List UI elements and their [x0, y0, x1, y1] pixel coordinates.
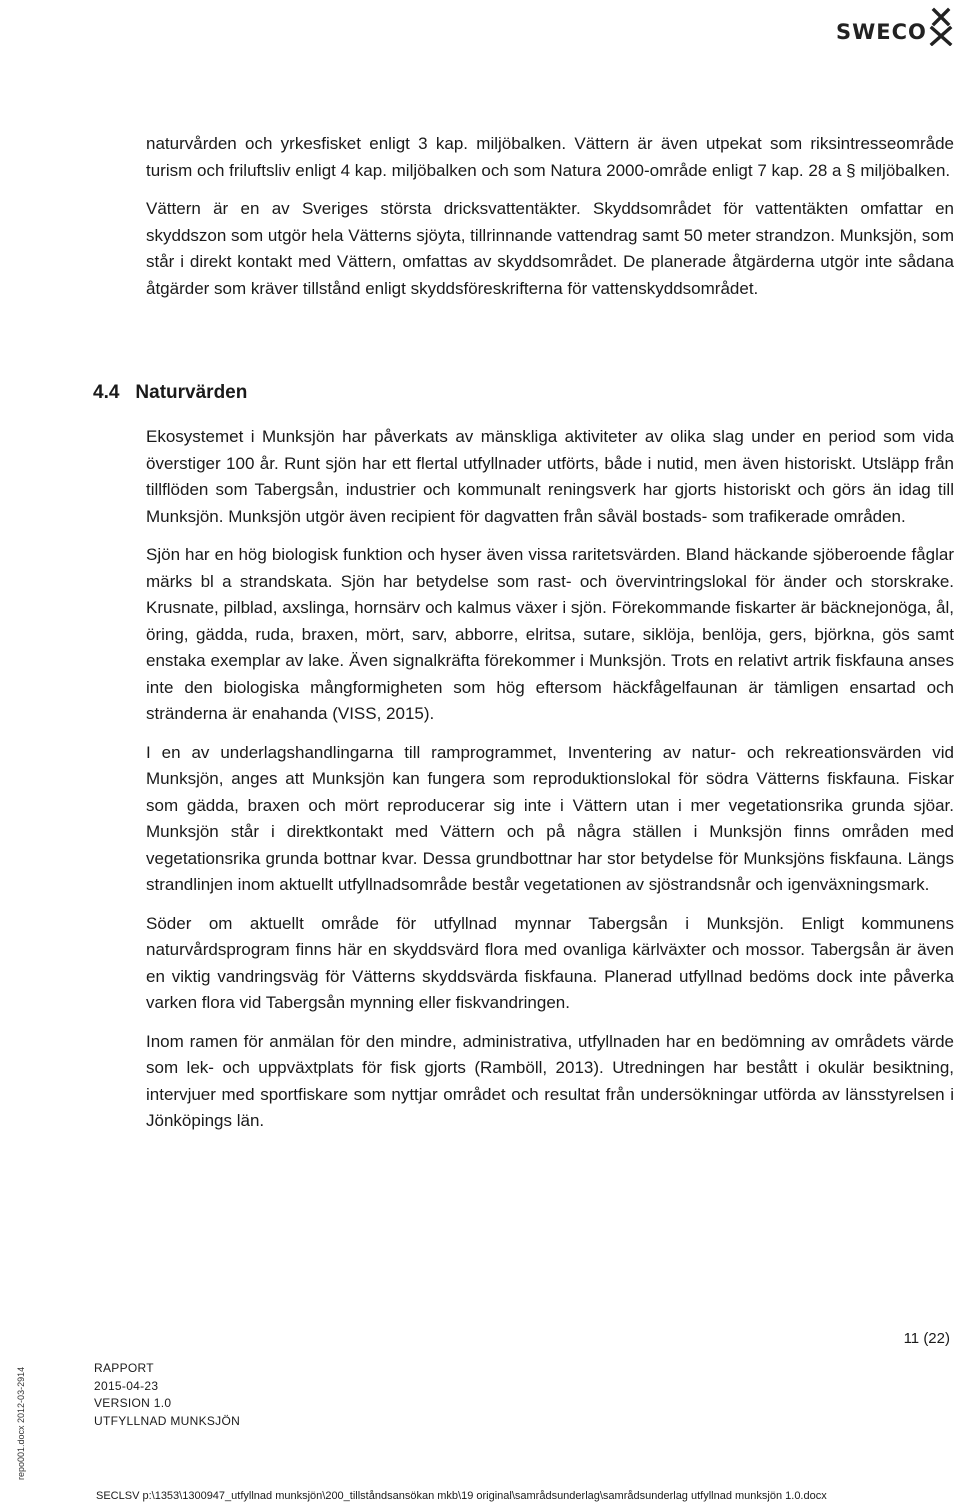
doc-date: 2015-04-23: [94, 1378, 159, 1393]
section-heading: [93, 382, 247, 404]
paragraph: Söder om aktuellt område för utfyllnad mynnar Tabergsån i Munksjön. Enligt kommunens naturvårdsprogram finns här en skyddsvärd flora med ovanliga kärlväxter och mossor. Tabergsån är även en viktig vandringsväg för Vätterns skyddsvärda fiskfauna. Planerad utfyllnad bedöms dock inte påverka varken flora vid Tabergsån mynning eller fiskvandringen.: [146, 913, 954, 1012]
page-number: 11 (22): [903, 1330, 950, 1347]
sweco-star-icon: [926, 6, 956, 46]
paragraph: Sjön har en hög biologisk funktion och hyser även vissa raritetsvärden. Bland häckande sjöberoende fåglar märks bl a strandskata. Sjön har betydelse som rast- och övervintringslokal för änder och storskrake. Krusnate, pilblad, axslinga, hornsärv och kalmus växer i sjön. Förekommande fiskarter är bäcknejonöga, ål, öring, gädda, ruda, braxen, mört, sarv, abborre, elritsa, sutare, siklöja, benlöja, gers, björkna, gös samt enstaka exemplar av lake. Även signalkräfta förekommer i Munksjön. Trots en relativt artrik fiskfauna anses inte den biologiska mångformigheten som hög eftersom häckfågelfaunan är tämligen ensartad och stränderna är enahanda (VISS, 2015).: [146, 545, 954, 723]
paragraph: Vättern är en av Sveriges största dricksvattentäkter. Skyddsområdet för vattentäkten omfattar en skyddszon som utgör hela Vätterns sjöyta, tillrinnande vattendrag samt 50 meter strandzon. Munksjön, som står i direkt kontakt med Vättern, omfattas av skyddsområdet. De planerade åtgärderna utgör inte sådana åtgärder som kräver tillstånd enligt skyddsföreskrifterna för vattenskyddsområdet.: [146, 199, 954, 298]
doc-type: RAPPORT: [94, 1361, 154, 1375]
paragraph: Inom ramen för anmälan för den mindre, administrativa, utfyllnaden har en bedömning av områdets värde som lek- och uppväxtplats för fisk gjorts (Ramböll, 2013). Utredningen har bestått i okulär besiktning, intervjuer med sportfiskare som nyttjar området och resultat från undersökningar utförda av länsstyrelsen i Jönköpings län.: [146, 1031, 954, 1130]
doc-version: VERSION 1.0: [94, 1396, 172, 1410]
logo-text: SWECO: [836, 20, 927, 44]
company-logo: [832, 6, 956, 46]
paragraph: Ekosystemet i Munksjön har påverkats av mänskliga aktiviteter av olika slag under en period som vida överstiger 100 år. Runt sjön har ett flertal utfyllnader utförts, både i nutid, men även historiskt. Utsläpp från tillflöden som Tabergsån, industrier och kommunalt reningsverk har gjorts historiskt och görs än idag till Munksjön. Munksjön utgör även recipient för dagvatten från såväl bostads- som trafikerade områden.: [146, 427, 954, 526]
section-number: 4.4: [93, 382, 120, 403]
template-id: repo001.docx 2012-03-2914: [16, 1366, 26, 1480]
paragraph: naturvården och yrkesfisket enligt 3 kap. miljöbalken. Vättern är även utpekat som riksintresseområde turism och friluftsliv enligt 4 kap. miljöbalken och som Natura 2000-område enligt 7 kap. 28 a § miljöbalken.: [146, 134, 954, 180]
intro-text: [146, 131, 954, 302]
file-path: SECLSV p:\1353\1300947_utfyllnad munksjön\200_tillståndsansökan mkb\19 original\samrådsunderlag\samrådsunderlag utfyllnad munksjön 1.0.docx: [96, 1490, 827, 1502]
paragraph: I en av underlagshandlingarna till ramprogrammet, Inventering av natur- och rekreationsvärden vid Munksjön, anges att Munksjön kan fungera som reproduktionslokal för södra Vätterns fiskfauna. Fiskar som gädda, braxen och mört reproducerar sig inte i Vättern utan i mer vegetationsrika grunda sjöar. Munksjön står i direktkontakt med Vättern och på några ställen i Munksjön finns områden med vegetationsrika grunda bottnar kvar. Dessa grundbottnar har stor betydelse för Munksjöns fiskfauna. Längs strandlinjen inom aktuellt utfyllnadsområde består vegetationen av sjöstrandsnår och igenväxningsmark.: [146, 742, 954, 894]
doc-project: UTFYLLNAD MUNKSJÖN: [94, 1413, 241, 1428]
section-text: [146, 424, 954, 1135]
document-meta: [94, 1360, 240, 1430]
section-title: Naturvärden: [135, 382, 248, 403]
